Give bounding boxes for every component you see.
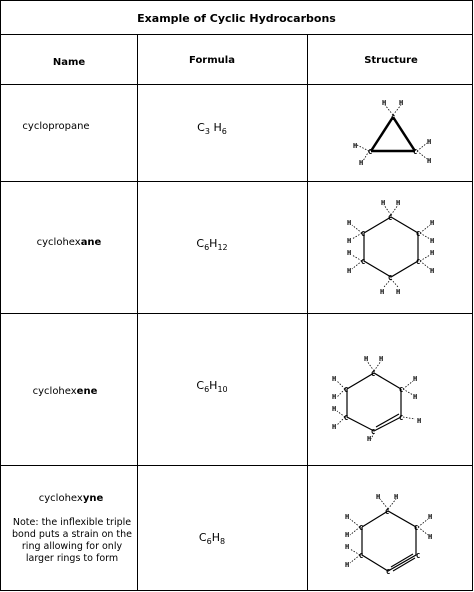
structure-cyclohexane [336,197,446,297]
svg-text:C: C [416,258,421,266]
formula-cyclohexene: $C_6H_{10}$ [196,379,228,395]
svg-text:H: H [381,199,386,207]
svg-text:H: H [364,355,369,363]
svg-text:C: C [399,414,404,422]
structure-cyclohexyne [336,489,446,585]
structure-cyclohexene [331,341,441,441]
name-cyclohexane: cyclohexane [36,237,102,248]
svg-text:H: H [376,493,381,501]
svg-text:C: C [361,258,366,266]
svg-text:H: H [428,513,433,521]
header-name: Name [52,57,86,68]
svg-text:H: H [347,267,352,275]
svg-text:H: H [345,513,350,521]
svg-text:C: C [361,230,366,238]
cyclohexyne-note: Note: the inflexible triple bond puts a strain on the ring allowing for only larger rings to form [11,517,133,564]
svg-text:H: H [367,435,372,441]
svg-text:H: H [379,355,384,363]
svg-text:H: H [413,375,418,383]
formula-cyclohexyne: $C_6H_8$ [198,531,226,547]
name-cyclohexyne: cyclohexyne [38,493,104,504]
svg-text:C: C [359,524,364,532]
structure-cyclopropane [341,93,441,173]
svg-text:H: H [332,375,337,383]
svg-text:H: H [359,159,364,167]
svg-text:C: C [414,524,419,532]
svg-text:H: H [430,249,435,257]
row-divider [1,181,472,182]
row-divider [1,313,472,314]
svg-text:C: C [416,230,421,238]
svg-text:C: C [371,370,376,378]
svg-text:H: H [382,99,387,107]
header-formula: Formula [189,55,235,66]
svg-text:C: C [399,386,404,394]
svg-text:H: H [428,533,433,541]
svg-text:C: C [344,386,349,394]
svg-text:H: H [345,531,350,539]
svg-text:H: H [399,99,404,107]
svg-text:H: H [353,142,358,150]
svg-text:C: C [413,148,418,156]
svg-text:H: H [380,288,385,296]
svg-text:H: H [427,138,432,146]
svg-text:H: H [347,219,352,227]
svg-text:C: C [385,508,390,516]
svg-text:H: H [347,237,352,245]
svg-text:C: C [386,568,391,576]
svg-text:H: H [430,219,435,227]
svg-text:H: H [417,417,422,425]
col-divider [307,34,308,590]
header-structure: Structure [364,55,418,66]
svg-text:C: C [388,274,393,282]
name-cyclopropane: cyclopropane [22,121,90,132]
table-title: Example of Cyclic Hydrocarbons [137,12,336,25]
svg-text:C: C [416,552,421,560]
svg-text:C: C [371,428,376,436]
row-divider [1,34,472,35]
row-divider [1,84,472,85]
svg-text:C: C [391,114,396,122]
svg-text:H: H [396,288,401,296]
svg-text:H: H [332,405,337,413]
row-divider [1,465,472,466]
svg-text:C: C [344,414,349,422]
svg-text:H: H [427,157,432,165]
formula-cyclopropane: $C_3$ $H_6$ [197,121,227,137]
name-cyclohexene: cyclohexene [32,386,98,397]
svg-text:H: H [332,393,337,401]
svg-text:H: H [430,267,435,275]
svg-text:H: H [345,543,350,551]
svg-text:H: H [394,493,399,501]
col-divider [137,34,138,590]
svg-text:H: H [345,561,350,569]
svg-text:C: C [368,148,373,156]
svg-text:C: C [388,214,393,222]
svg-text:H: H [347,249,352,257]
svg-text:H: H [396,199,401,207]
svg-text:H: H [413,393,418,401]
svg-text:H: H [430,237,435,245]
svg-text:C: C [359,552,364,560]
svg-text:H: H [332,423,337,431]
formula-cyclohexane: $C_6H_{12}$ [196,237,228,253]
